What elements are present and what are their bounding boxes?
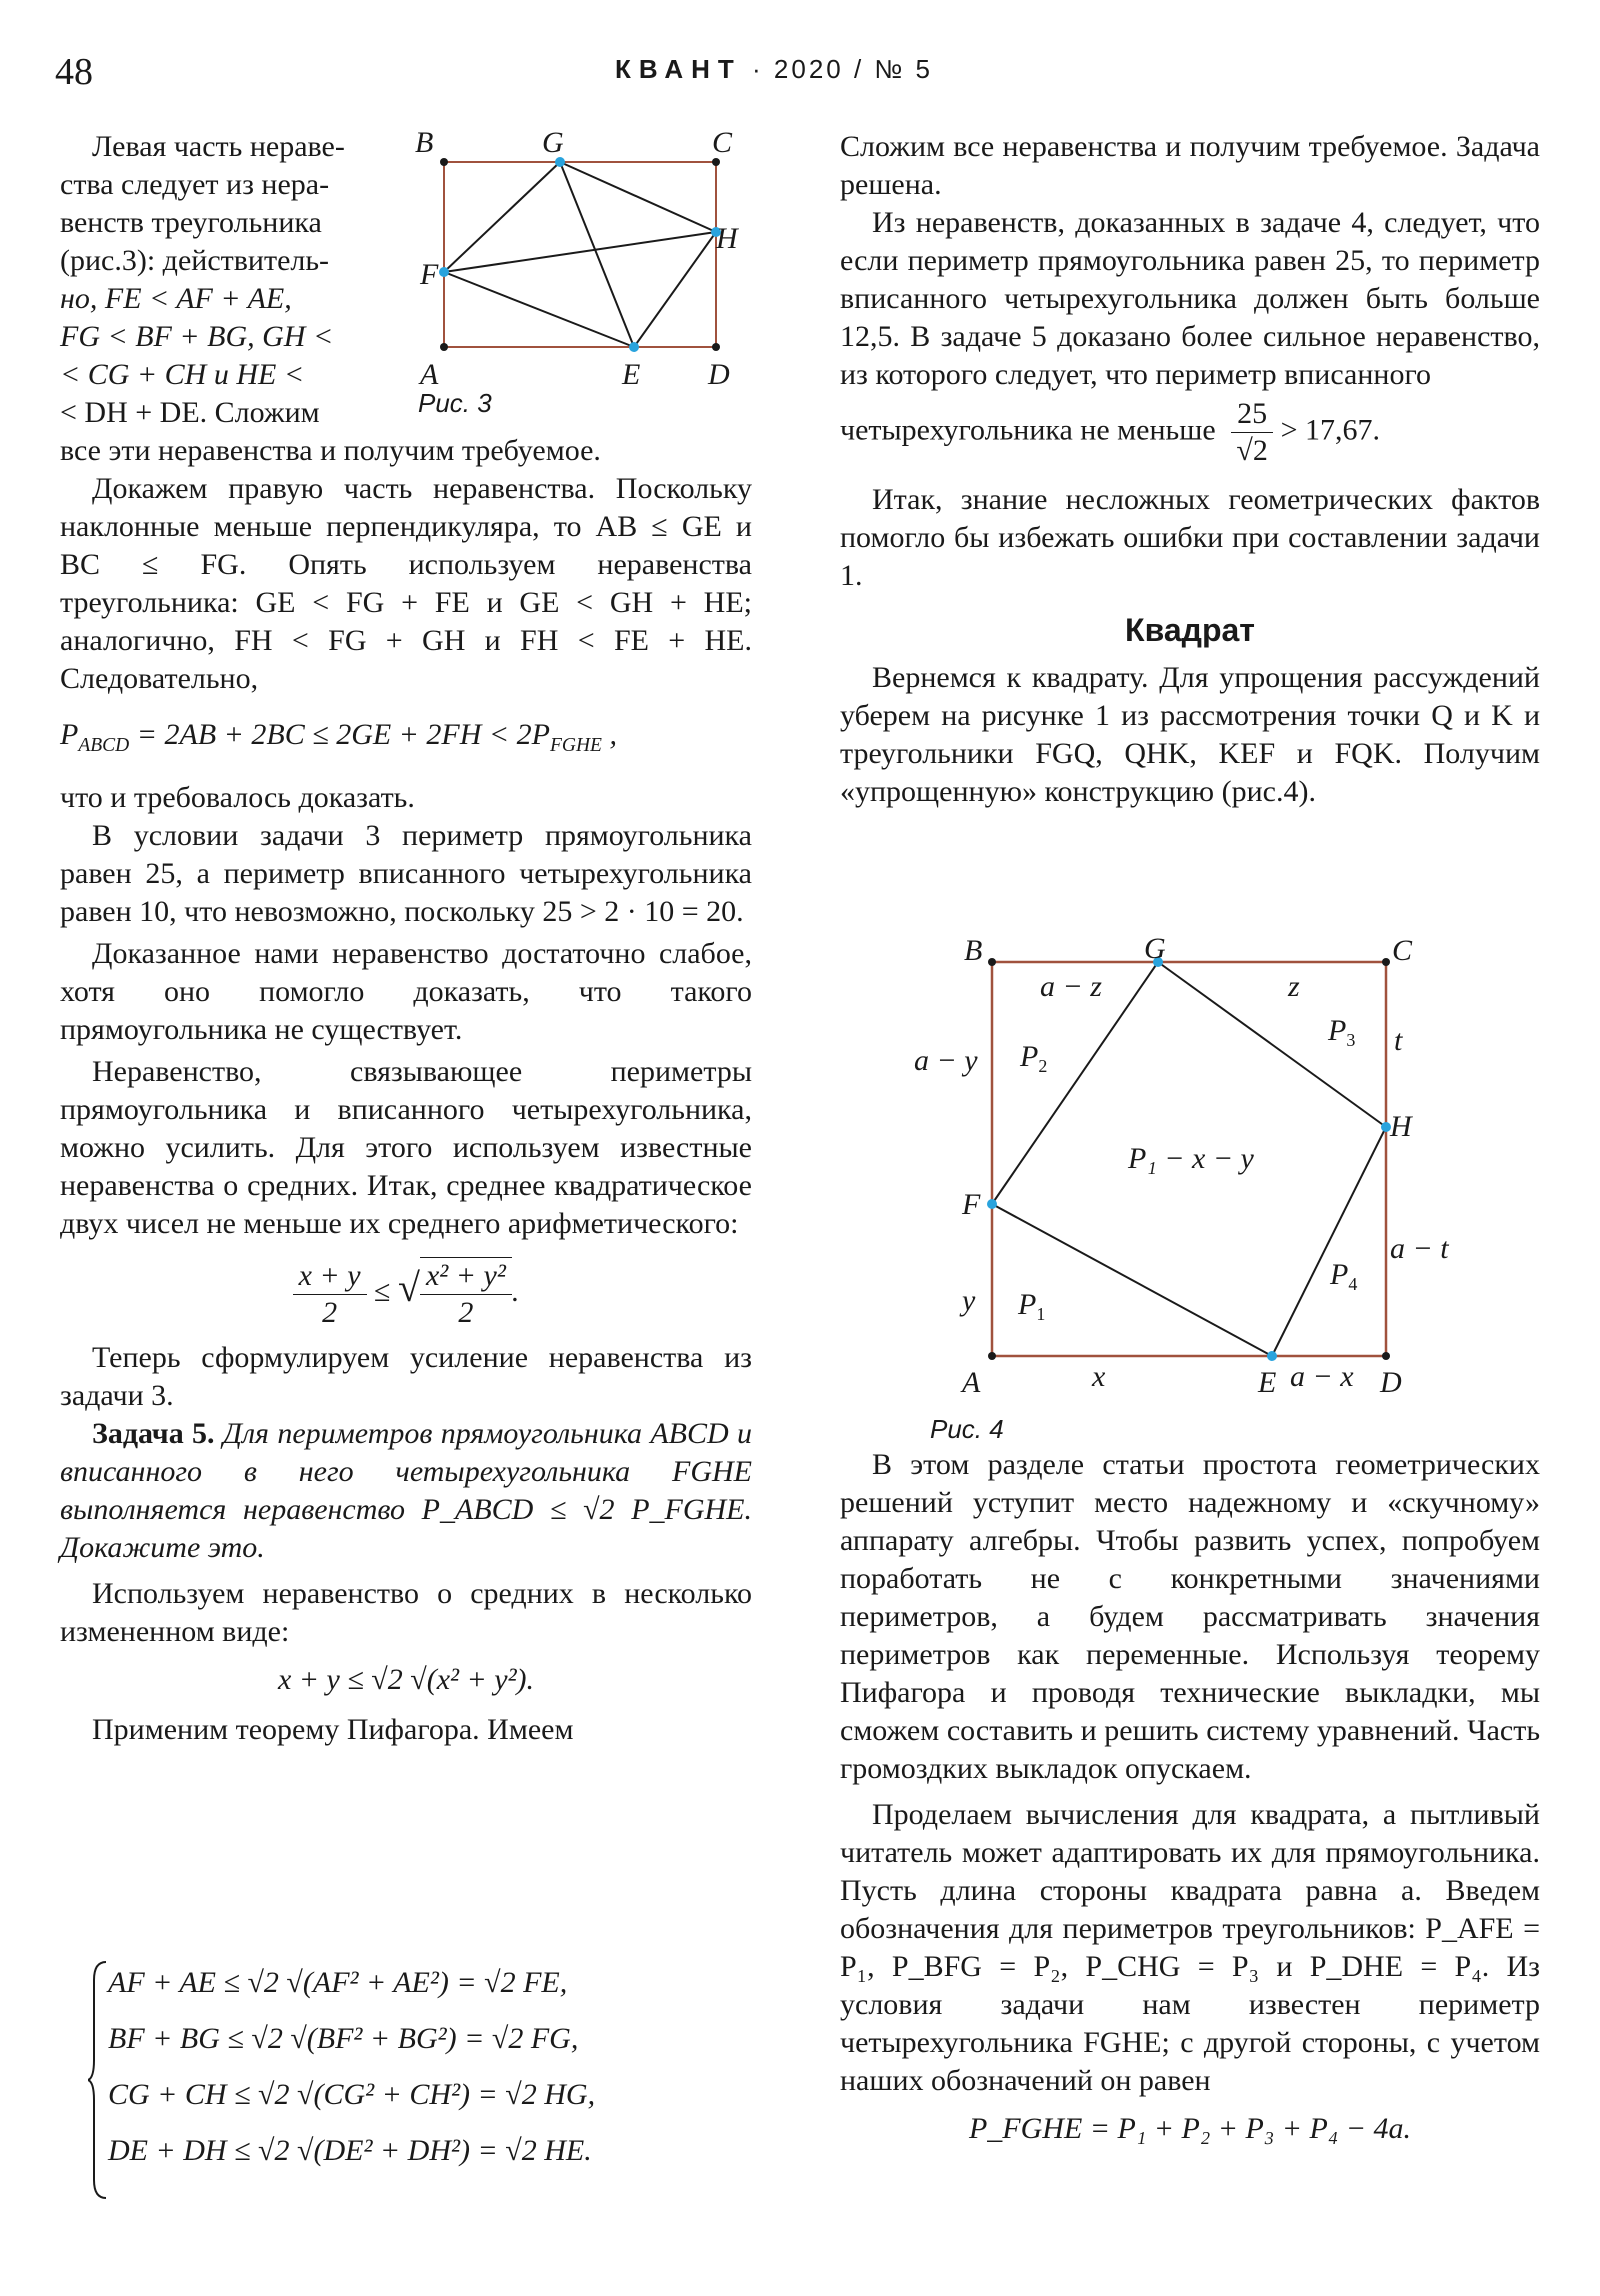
fig4-label-P4: $P_4$ <box>1330 1258 1358 1294</box>
task-5: Задача 5. Для периметров прямоугольника ABCD и вписанного в него четырехугольника FGHE выполняется неравенство P_ABCD ≤ √2 P_FGHE. Докажите это. <box>60 1417 752 1564</box>
fig3-label-E: E <box>622 358 641 391</box>
fig3-caption: Рис. 3 <box>418 388 492 418</box>
fig4-point-E <box>1267 1351 1277 1361</box>
fig3-label-H: H <box>716 222 738 255</box>
formula-mean-inequality: $\frac{x + y}{2}$ ≤ √ $\frac{\text{x² + y²}}{2}$ . <box>60 1257 752 1331</box>
fig3-label-D: D <box>708 358 730 391</box>
fig3-label-B: B <box>415 126 434 159</box>
fig4-point-A <box>988 1352 996 1360</box>
right-paragraph-2: Из неравенств, доказанных в задаче 4, следует, что если периметр прямоугольника равен 25, то периметр вписанного четырехугольника должен быть больше 12,5. В задаче 5 доказано более сильное неравенство, из которого следует, что периметр вписанного <box>840 206 1540 391</box>
left-p1-line: FG < BF + BG, GH < <box>60 320 334 353</box>
left-paragraph-9: Применим теорему Пифагора. Имеем <box>92 1713 574 1746</box>
fig3-label-C: C <box>712 126 733 159</box>
fig4-label-a-minus-x: a − x <box>1290 1360 1354 1393</box>
left-p1-tail: все эти неравенства и получим требуемое. <box>60 434 601 467</box>
fig4-label-x: x <box>1092 1360 1106 1393</box>
fig3-label-G: G <box>542 126 564 159</box>
formula-perimeter-inequality: $P_{ABCD} = 2AB + 2BC \le 2GE + 2FH < 2P_{FGHE}$ , <box>60 718 617 756</box>
left-p1-line: < DH + DE. Сложим <box>60 396 320 429</box>
right-paragraph-2-tail: четырехугольника не меньше $\frac{25}{√2}$ > 17,67. <box>840 397 1381 467</box>
fig4-line-EF <box>992 1204 1272 1356</box>
right-column <box>840 128 1540 811</box>
left-p1-line: ства следует из нера- <box>60 168 330 201</box>
inequality-system <box>108 1955 595 2179</box>
left-paragraph-3: что и требовалось доказать. <box>60 781 415 814</box>
right-paragraph-3: Итак, знание несложных геометрических фактов помогло бы избежать ошибки при составлении задачи 1. <box>840 483 1540 592</box>
fig4-point-B <box>988 958 996 966</box>
right-paragraph-5: В этом разделе статьи простота геометрических решений уступит место надежному и «скучному» аппарату алгебры. Чтобы развить успех, попробуем поработать не с конкретными значениями периметров, а будем рассматривать значения периметров как переменные. Используя теорему Пифагора и проводя технические выкладки, мы сможем составить и решить систему уравнений. Часть громоздких выкладок опускаем. <box>840 1448 1540 1785</box>
fig4-label-E: E <box>1258 1366 1277 1399</box>
right-column-lower <box>840 1446 1540 2148</box>
left-p1-line: (рис.3): действитель- <box>60 244 330 277</box>
fig4-label-G: G <box>1144 932 1166 965</box>
right-paragraph-1: Сложим все неравенства и получим требуемое. Задача решена. <box>840 130 1540 201</box>
fig4-point-C <box>1382 958 1390 966</box>
fig4-label-center: P₁ − x − y <box>1128 1142 1254 1175</box>
magazine-title: КВАНТ <box>615 54 742 84</box>
system-brace <box>88 1960 110 2200</box>
fig4-label-H: H <box>1390 1110 1412 1143</box>
fig3-label-F: F <box>420 258 439 291</box>
fig3-label-A: A <box>420 358 439 391</box>
left-paragraph-6: Неравенство, связывающее периметры прямоугольника и вписанного четырехугольника, можно усилить. Для этого используем известные неравенства о средних. Итак, среднее квадратическое двух чисел не меньше их среднего арифметического: <box>60 1055 752 1240</box>
left-column <box>60 128 752 1749</box>
right-paragraph-6: Проделаем вычисления для квадрата, а пытливый читатель может адаптировать их для прямоугольника. Пусть длина стороны квадрата равна a. Введем обозначения для периметров треугольников: P_AFE = P₁, P_BFG = P₂, P_CHG = P₃ и P_DHE = P₄. Из условия задачи нам известен периметр четырехугольника FGHE; с другой стороны, с учетом наших обозначений он равен <box>840 1798 1540 2097</box>
fig4-label-z: z <box>1288 970 1300 1003</box>
formula-fghe-perimeter: P_FGHE = P₁ + P₂ + P₃ + P₄ − 4a. <box>968 2112 1412 2145</box>
left-p1-block <box>60 128 390 432</box>
system-line: AF + AE ≤ √2 √(AF² + AE²) = √2 FE, <box>108 1966 568 1999</box>
running-header: КВАНТ · 2020 / № 5 <box>615 54 934 84</box>
fig4-label-a-minus-y: a − y <box>914 1044 978 1077</box>
system-line: BF + BG ≤ √2 √(BF² + BG²) = √2 FG, <box>108 2022 579 2055</box>
left-p1-line: венств треугольника <box>60 206 322 239</box>
page-number: 48 <box>55 51 93 93</box>
fig4-label-P3: $P_3$ <box>1328 1014 1356 1050</box>
fig4-point-F <box>987 1199 997 1209</box>
section-title: Квадрат <box>1125 612 1255 648</box>
left-p1-line: Левая часть нераве- <box>92 130 345 163</box>
right-paragraph-4: Вернемся к квадрату. Для упрощения рассуждений уберем на рисунке 1 из рассмотрения точки Q и K и треугольники FGQ, QHK, KEF и FQK. Получим «упрощенную» конструкцию (рис.4). <box>840 661 1540 808</box>
fig4-label-D: D <box>1380 1366 1402 1399</box>
left-paragraph-5: Доказанное нами неравенство достаточно слабое, хотя оно помогло доказать, что такого прямоугольника не существует. <box>60 937 752 1046</box>
fig4-label-A: A <box>962 1366 981 1399</box>
fig4-label-a-minus-t: a − t <box>1390 1232 1449 1265</box>
system-line: DE + DH ≤ √2 √(DE² + DH²) = √2 HE. <box>108 2134 592 2167</box>
left-paragraph-2: Докажем правую часть неравенства. Поскольку наклонные меньше перпендикуляра, то AB ≤ GE и BC ≤ FG. Опять используем неравенства треугольника: GE < FG + FE и GE < GH + HE; аналогично, FH < FG + GH и FH < FE + HE. Следовательно, <box>60 472 752 695</box>
issue-number: 2020 / № 5 <box>773 54 934 84</box>
fig4-label-F: F <box>962 1188 981 1221</box>
system-line: CG + CH ≤ √2 √(CG² + CH²) = √2 HG, <box>108 2078 596 2111</box>
fig4-label-P2: $P_2$ <box>1020 1040 1048 1076</box>
figure-4 <box>900 930 1460 1450</box>
left-p1-line: но, FE < AF + AE, <box>60 282 292 315</box>
fig4-label-B: B <box>964 934 983 967</box>
task-label: Задача 5. <box>92 1417 215 1450</box>
formula-modified-mean: x + y ≤ √2 √(x² + y²). <box>277 1663 535 1696</box>
left-p1-line: < CG + CH и HE < <box>60 358 305 391</box>
left-paragraph-8: Используем неравенство о средних в несколько измененном виде: <box>60 1577 752 1648</box>
left-paragraph-7: Теперь сформулируем усиление неравенства из задачи 3. <box>60 1341 752 1412</box>
fig4-point-D <box>1382 1352 1390 1360</box>
fig4-label-C: C <box>1392 934 1413 967</box>
left-paragraph-4: В условии задачи 3 периметр прямоугольника равен 25, а периметр вписанного четырехугольника равен 10, что невозможно, поскольку 25 > 2 · 10 = 20. <box>60 819 752 928</box>
fig4-label-P1: $P_1$ <box>1018 1288 1046 1324</box>
fig4-line-HE <box>1272 1127 1386 1356</box>
fig4-label-y: y <box>962 1284 976 1317</box>
fig4-caption: Рис. 4 <box>930 1414 1004 1444</box>
fig4-label-a-minus-z: a − z <box>1040 970 1102 1003</box>
fig4-label-t: t <box>1394 1024 1403 1057</box>
